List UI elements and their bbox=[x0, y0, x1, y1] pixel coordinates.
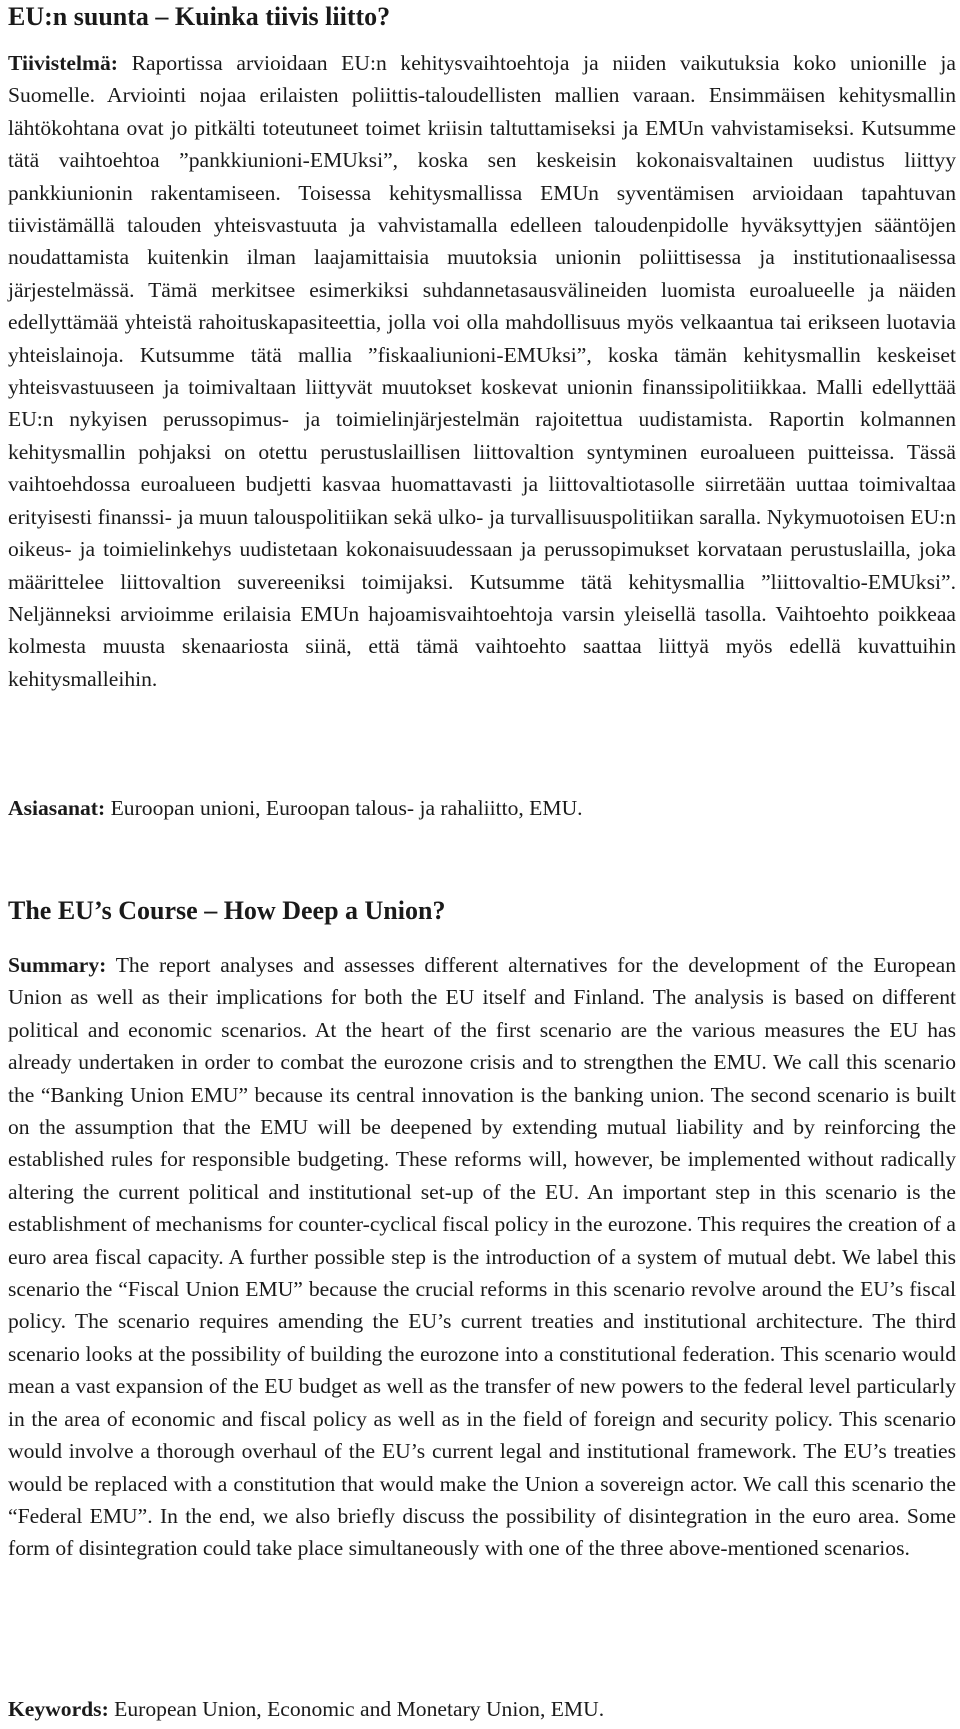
english-abstract-label: Summary: bbox=[8, 953, 107, 977]
finnish-keywords-label: Asiasanat: bbox=[8, 796, 106, 820]
english-keywords-paragraph bbox=[8, 1693, 956, 1725]
finnish-abstract bbox=[8, 47, 956, 695]
finnish-abstract-text: Raportissa arvioidaan EU:n kehitysvaihtoehtoja ja niiden vaikutuksia koko unionille ja Suomelle. Arviointi nojaa erilaisten poliittis-taloudellisten mallien varaan. Ensimmäisen kehitysmallin lähtökohtana ovat jo pitkälti toteutuneet toimet kriisin taltuttamiseksi ja EMUn vahvistamiseksi. Kutsumme tätä vaihtoehtoa ”pankkiunioni-EMUksi”, koska sen keskeisin kokonaisvaltainen uudistus liittyy pankkiunionin rakentamiseen. Toisessa kehitysmallissa EMUn syventämisen arvioidaan tapahtuvan tiivistämällä talouden yhteisvastuuta ja vahvistamalla edelleen taloudenpidolle hyväksyttyjen sääntöjen noudattamista kuitenkin ilman laajamittaisia muutoksia unionin poliittisessa ja institutionaalisessa järjestelmässä. Tämä merkitsee esimerkiksi suhdannetasausvälineiden luomista euroalueelle ja näiden edellyttämää yhteistä rahoituskapasiteettia, jolla voi olla mahdollisuus myös velkaantua tai erikseen luotavia yhteislainoja. Kutsumme tätä mallia ”fiskaaliunioni-EMUksi”, koska tämän kehitysmallin keskeiset yhteisvastuuseen ja toimivaltaan liittyvät muutokset koskevat unionin finanssipolitiikkaa. Malli edellyttää EU:n nykyisen perussopimus- ja toimielinjärjestelmän rajoitettua uudistamista. Raportin kolmannen kehitysmallin pohjaksi on otettu perustuslaillisen liittovaltion syntyminen euroalueen puitteissa. Tässä vaihtoehdossa euroalueen budjetti kasvaa huomattavasti ja liittovaltiotasolle siirretään uuttaa toimivaltaa erityisesti finanssi- ja muun talouspolitiikan sekä ulko- ja turvallisuuspolitiikan saralla. Nykymuotoisen EU:n oikeus- ja toimielinkehys uudistetaan kokonaisuudessaan ja perussopimukset korvataan perustuslailla, joka määrittelee liittovaltion suvereeniksi toimijaksi. Kutsumme tätä kehitysmallia ”liittovaltio-EMUksi”. Neljänneksi arvioimme erilaisia EMUn hajoamisvaihtoehtoja varsin yleisellä tasolla. Vaihtoehto poikkeaa kolmesta muusta skenaariosta siinä, että tämä vaihtoehto saattaa liittyä myös edellä kuvattuihin kehitysmalleihin. bbox=[8, 51, 956, 691]
finnish-title: EU:n suunta – Kuinka tiivis liitto? bbox=[8, 2, 391, 31]
finnish-keywords bbox=[8, 792, 956, 824]
english-keywords bbox=[8, 1693, 956, 1725]
english-keywords-label: Keywords: bbox=[8, 1697, 109, 1721]
finnish-keywords-text: Euroopan unioni, Euroopan talous- ja rahaliitto, EMU. bbox=[110, 796, 583, 820]
finnish-keywords-paragraph bbox=[8, 792, 956, 824]
finnish-abstract-paragraph bbox=[8, 47, 956, 695]
english-abstract-text: The report analyses and assesses different alternatives for the development of the European Union as well as their implications for both the EU itself and Finland. The analysis is based on different political and economic scenarios. At the heart of the first scenario are the various measures the EU has already undertaken in order to combat the eurozone crisis and to strengthen the EMU. We call this scenario the “Banking Union EMU” because its central innovation is the banking union. The second scenario is built on the assumption that the EMU will be deepened by extending mutual liability and by reinforcing the established rules for responsible budgeting. These reforms will, however, be implemented without radically altering the current political and institutional set-up of the EU. An important step in this scenario is the establishment of mechanisms for counter-cyclical fiscal policy in the eurozone. This requires the creation of a euro area fiscal capacity. A further possible step is the introduction of a system of mutual debt. We label this scenario the “Fiscal Union EMU” because the crucial reforms in this scenario revolve around the EU’s fiscal policy. The scenario requires amending the EU’s current treaties and institutional architecture. The third scenario looks at the possibility of building the eurozone into a constitutional federation. This scenario would mean a vast expansion of the EU budget as well as the transfer of new powers to the federal level particularly in the area of economic and fiscal policy as well as in the field of foreign and security policy. This scenario would involve a thorough overhaul of the EU’s current legal and institutional framework. The EU’s treaties would be replaced with a constitution that would make the Union a sovereign actor. We call this scenario the “Federal EMU”. In the end, we also briefly discuss the possibility of disintegration in the euro area. Some form of disintegration could take place simultaneously with one of the three above-mentioned scenarios. bbox=[8, 953, 956, 1561]
english-title-block bbox=[8, 894, 956, 928]
english-abstract-paragraph bbox=[8, 949, 956, 1565]
english-title: The EU’s Course – How Deep a Union? bbox=[8, 896, 446, 925]
finnish-abstract-label: Tiivistelmä: bbox=[8, 51, 118, 75]
english-abstract bbox=[8, 949, 956, 1565]
english-keywords-text: European Union, Economic and Monetary Union, EMU. bbox=[114, 1697, 605, 1721]
